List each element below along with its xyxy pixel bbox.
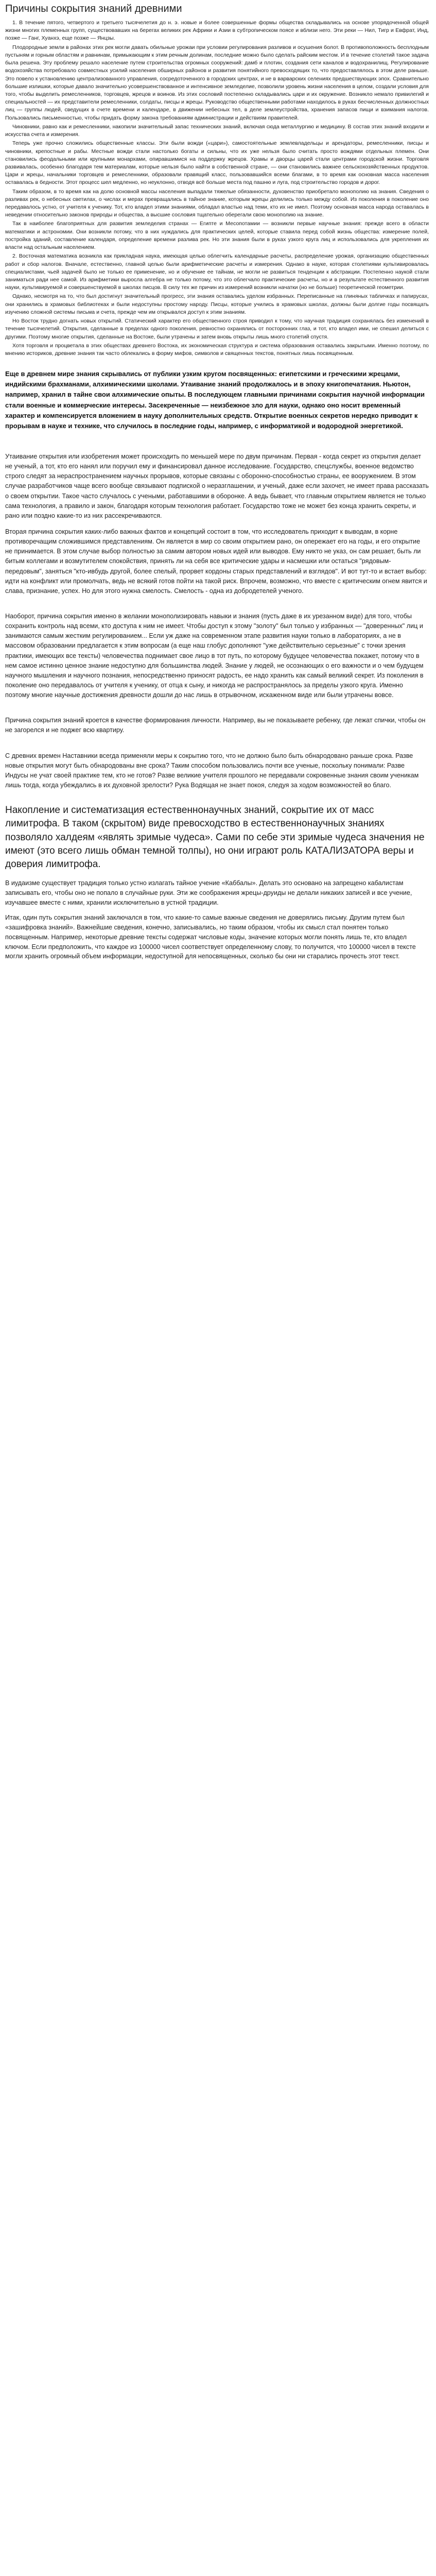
intro-paragraph: Таким образом, в то время как на долю основной массы населения выпадали тяжелые обязанности, духовенство приобретало монополию на знания. Сведения о разливах рек, о небесных светилах, о числах и мерах превращались в тайное знание, которым жрецы делились только между собой. Из поколения в поколение оно передавалось устно, от учителя к ученику. Тот, кто владел этими знаниями, обладал властью над теми, кто их не имел. Поэтому основная масса народа оставалась в неведении относительно законов природы и общества, а высшие сословия тщательно оберегали свою монополию на знание. <box>5 188 429 218</box>
intro-paragraph: Но Восток трудно догнать новых открытий. Статический характер его общественного строя приводил к тому, что научная традиция сохранялась без изменений в течение тысячелетий. Открытия, сделанные в пределах одного поколения, ревностно охранялись от посторонних глаз, и тот, кто владел ими, не спешил делиться с другими. Поэтому многие открытия, сделанные на Востоке, были утрачены и затем вновь открыты лишь много столетий спустя. <box>5 318 429 340</box>
intro-paragraph: Чиновники, равно как и ремесленники, накопили значительный запас технических знаний, включая сюда металлургию и медицину. В состав этих знаний входили и искусства счета и измерения. <box>5 123 429 138</box>
body-paragraph: В иудаизме существует традиция только устно излагать тайное учение «Каббалы». Делать это основано на запрещено кабалистам записывать его, чтобы оно не попало в случайные руки. Эти же соображения жрецы-друиды не делали никаких записей и все учение, изучавшее вместе с ними, хранили исключительно в устной традиции. <box>5 879 412 906</box>
body-paragraph: Наоборот, причина сокрытия именно в желании монополизировать навыки и знания (пусть даже в их урезанном виде) для того, чтобы сохранить контроль над всеми, кто доступа к ним не имеет. Чтобы доступ к этому "золоту" был только у избранных — "доверенных" лиц и занимаются самым жестким регулированием... Если уж даже на современном этапе развития науки только в лабораториях, а не в массовом образовании предлагается к этим вопросам (а еще наш глобус дополняют "уже действительно серьезные" с точки зрения практики, имеющих все тексты) человечества поднимает свое лицо в тот путь, по которому будущее человечества покажет, потому что в нем самое истинно ценное знание недоступно для большинства людей. Знание у людей, не осознающих о его важности и о чем будущем научного мышления и научного познания, непосредственно приносят радость, ее надо хранить как самый великий секрет. Из поколения в поколение оно передавалось от учителя к ученику, от отца к сыну, и никогда не распространялось за пределы узкого круга. Именно поэтому многие научные достижения древности дошли до нас лишь в отрывочном, искаженном виде или были утрачены вовсе. <box>5 613 424 699</box>
intro-section <box>5 19 429 358</box>
reasons-section <box>5 452 429 790</box>
intro-paragraph: Так в наиболее благоприятных для развития земледелия странах — Египте и Месопотамии — возникли первые научные знания: прежде всего в области математики и астрономии. Они возникли потому, что в них нуждались для практических целей, которые ставила перед собой жизнь общества: измерение полей, постройка зданий, составление календаря, определение времени разлива рек. Но эти знания были в руках узкого круга лиц и использовались для укрепления их власти над остальным населением. <box>5 221 429 251</box>
body-paragraph: Причина сокрытия знаний кроется в качестве формирования личности. Например, вы не показываете ребенку, где лежат спички, чтобы он не загорелся и не поджег всю квартиру. <box>5 717 426 734</box>
intro-paragraph: 2. Восточная математика возникла как прикладная наука, имеющая целью облегчить календарные расчеты, распределение урожая, организацию общественных работ и сбор налогов. Вначале, естественно, главной целью были арифметические расчеты и измерения. Однако в науке, которая столетиями культивировалась специалистами, чьей задачей было не только ее применение, но и обучение ее тайнам, не могли не развиться тенденции к абстракции. Постепенно наукой стали заниматься ради нее самой. Из арифметики выросла алгебра не только потому, что это облегчало практические расчеты, но и в результате естественного развития науки, культивируемой и совершенствуемой в школах писцов. В силу тех же причин из измерений возникли начатки (но не больше) теоретической геометрии. <box>5 253 429 291</box>
intro-paragraph: Хотя торговля и процветала в этих обществах древнего Востока, их экономическая структура и система образования оставались закрытыми. Именно поэтому, по мнению историков, древние знания так часто облекались в форму мифов, символов и священных текстов, понятных лишь посвященным. <box>5 342 429 357</box>
page-title: Причины сокрытия знаний древними <box>5 3 182 14</box>
section-lead-heading: Накопление и систематизация естественнонаучных знаний, сокрытие их от масс лимитрофа. В таком (скрытом) виде превосходство в естественнонаучных знаниях позволяло халдеям «являть зримые чудеса». Сами по себе эти зримые чудеса значения не имеют (это всего лишь обман темной толпы), но они играют роль КАТАЛИЗАТОРА веры и доверия лимитрофа. <box>5 805 425 870</box>
intro-paragraph: 1. В течение пятого, четвертого и третьего тысячелетия до н. э. новые и более совершенные формы общества складывались на основе упорядоченной общей жизни многих племенных групп, существовавших на берегах великих рек Африки и Азии в субтропическом поясе и вблизи него. Эти реки — Нил, Тигр и Евфрат, Инд, позже — Ганг, Хуанхэ, еще позже — Янцзы. <box>5 20 429 42</box>
body-paragraph: С древних времен Наставники всегда применяли меры к сокрытию того, что не должно было быть обнародовано раньше срока. Разве новые открытия могут быть обнародованы вне срока? Таким способом пользовались почти все ученые, поскольку понимали: Разве Индусы не учат своей практике тем, кто не готов? Разве великие учителя прошлого не передавали сокровенные знания своим ученикам лишь тогда, когда убеждались в их духовной зрелости? Рука Водящая не знает покоя, следуя за ходом возможностей во благо. <box>5 752 419 789</box>
body-paragraph: Итак, один путь сокрытия знаний заключался в том, что какие-то самые важные сведения не доверялись письму. Другим путем был «зашифровка знаний». Важнейшие сведения, конечно, записывались, но таким образом, чтобы их смысл стал понятен только посвященным. Например, некоторые древние тексты содержат числовые коды, значение которых могли понять лишь те, кто владел ключом. Если предположить, что каждое из 100000 чисел соответствует определенному слову, то получится, что 100000 чисел в тексте могли хранить огромный объем информации, недоступной для непосвященных, сколько бы они ни старались прочесть этот текст. <box>5 913 416 960</box>
intro-paragraph: Однако, несмотря на то, что был достигнут значительный прогресс, эти знания оставались уделом избранных. Переписанные на глиняных табличках и папирусах, они хранились в храмовых библиотеках и были недоступны простому народу. Писцы, которые учились в храмовых школах, должны были долгие годы посвящать изучению сложной системы письма и счета, прежде чем им открывался доступ к этим знаниям. <box>5 293 429 315</box>
intro-paragraph: Плодородные земли в районах этих рек могли давать обильные урожаи при условии регулирования разливов и осушения болот. В противоположность бесплодным пустыням и горным областям и равнинам, примыкающим к этим речным долинам, последние можно было сделать райским местом. И в течение столетий такое задача была решена. Эту проблему решало население путем строительства огромных сооружений: дамб и плотин, создания сети каналов и водохранилищ. Регулирование водохозяйства потребовало совместных усилий населения обширных районов и развития понятийного превосходящих то, что предоставлялось в этом деле раньше. Это повело к установлению централизованного управления, сосредоточенного в городских центрах, и не в варварских селениях предшествующих эпох. Сравнительно большие излишки, которые давало значительно усовершенствованное и интенсивное земледелие, позволили уровень жизни населения в целом, создали условия для того, чтобы выделить ремесленников, торговцев, жрецов и воинов. Из этих сословий постепенно складывались цари и их окружение. Возникло немало привилегий и специальностей — их представители ремесленники, солдаты, писцы и жрецы. Руководство общественными работами находилось в руках бесчисленных должностных лиц — группы людей, сведущих в счете времени и календаре, в движении небесных тел, в деле землеустройства, хранения запасов пищи и взимания налогов. Пользовались письменностью, чтобы придать форму закона требованиям администрации и действиям правителей. <box>5 44 429 121</box>
intro-paragraph: Теперь уже прочно сложились общественные классы. Эти были вожди («цари»), самостоятельные землевладельцы и арендаторы, ремесленники, писцы и чиновники, крепостные и рабы. Местные вожди стали настолько богаты и сильны, что их уже нельзя было считать просто вождями отдельных племен. Они становились феодальными или крупными монархами, опиравшимися на поддержку жрецов. Храмы и дворцы царей стали центрами городской жизни. Торговля развивалась, особенно благодаря тем материалам, которые нельзя было найти в собственной стране, — они становились важнее сельскохозяйственных продуктов. Цари и жрецы, начальники торговцев и ремесленники, образовали правящий класс, пользовавшийся всеми благами, в то время как основная масса населения оставалась в бедности. Этот процесс шел медленно, но неуклонно, отводя всё больше места под пашню и луга, под строительство городов и дорог. <box>5 140 429 186</box>
highlighted-summary: Еще в древнем мире знания скрывались от публики узким кругом посвященных: египетскими и греческими жрецами, индийскими брахманами, алхимическими школами. Утаивание знаний продолжалось и в эпоху книгопечатания. Ньютон, например, хранил в тайне свои алхимические опыты. В последующем главными причинами сокрытия научной информации стали военные и коммерческие интересы. Засекреченные — неизбежное зло для науки, однако оно носит временный характер и компенсируется вложением в науку дополнительных средств. Открытие военных секретов нередко приводит к прорывам в науке и технике, что случилось в последние годы, например, с информатикой и водородной энергетикой. <box>5 370 425 430</box>
body-paragraph: Утаивание открытия или изобретения может происходить по меньшей мере по двум причинам. Первая - когда секрет из открытия делает не ученый, а тот, кто его нанял или поручил ему и финансировал данное исследование. Государство, спецслужбы, военное ведомство строго следят за нераспространением научных прорывов, которые связаны с оборонно-способностью страны, ее вооружением. В этом случае разработчиков чаще всего вообще связывают подпиской о неразглашении, и ученый, даже если захочет, не имеет права рассказать о своем открытии. Такое часто случалось с учеными, работавшими в оборонке. А ведь бывает, что главным открытием является не только сама технология, а правило и закон, благодаря которым технология работает. Государство тоже не может без конца хранить секреты, и рано или поздно какие-то из них рассекречиваются. <box>5 453 429 519</box>
document-page <box>0 0 436 974</box>
body-paragraph: Вторая причина сокрытия каких-либо важных фактов и концепций состоит в том, что исследователь приходит к выводам, в корне противоречащим сложившимся представлениям. Он является в мир со своим открытием рано, он опережает его на годы, и его открытие не принимается. В этом случае выбор полностью за самим автором новых идей или выводов. Ему никто не указ, он сам решает, быть ли битым коллегами и возмутителем спокойствия, принять ли на себя все критические удары и насмешки или остаться "рядовым-передовым", заняться "кто-ивбудь другой, более спелый, прорвет кордоны старых представлений и взглядов". И вот тут-то и встает выбор: идти на конфликт или промолчать, ведь не всякий готов пойти на такой риск. Впрочем, возможно, что вместе с критическим огнем явится и слава, признание, успех. Но для этого нужна смелость. Смелость - одна из добродетелей ученого. <box>5 528 427 595</box>
closing-section <box>5 878 429 961</box>
